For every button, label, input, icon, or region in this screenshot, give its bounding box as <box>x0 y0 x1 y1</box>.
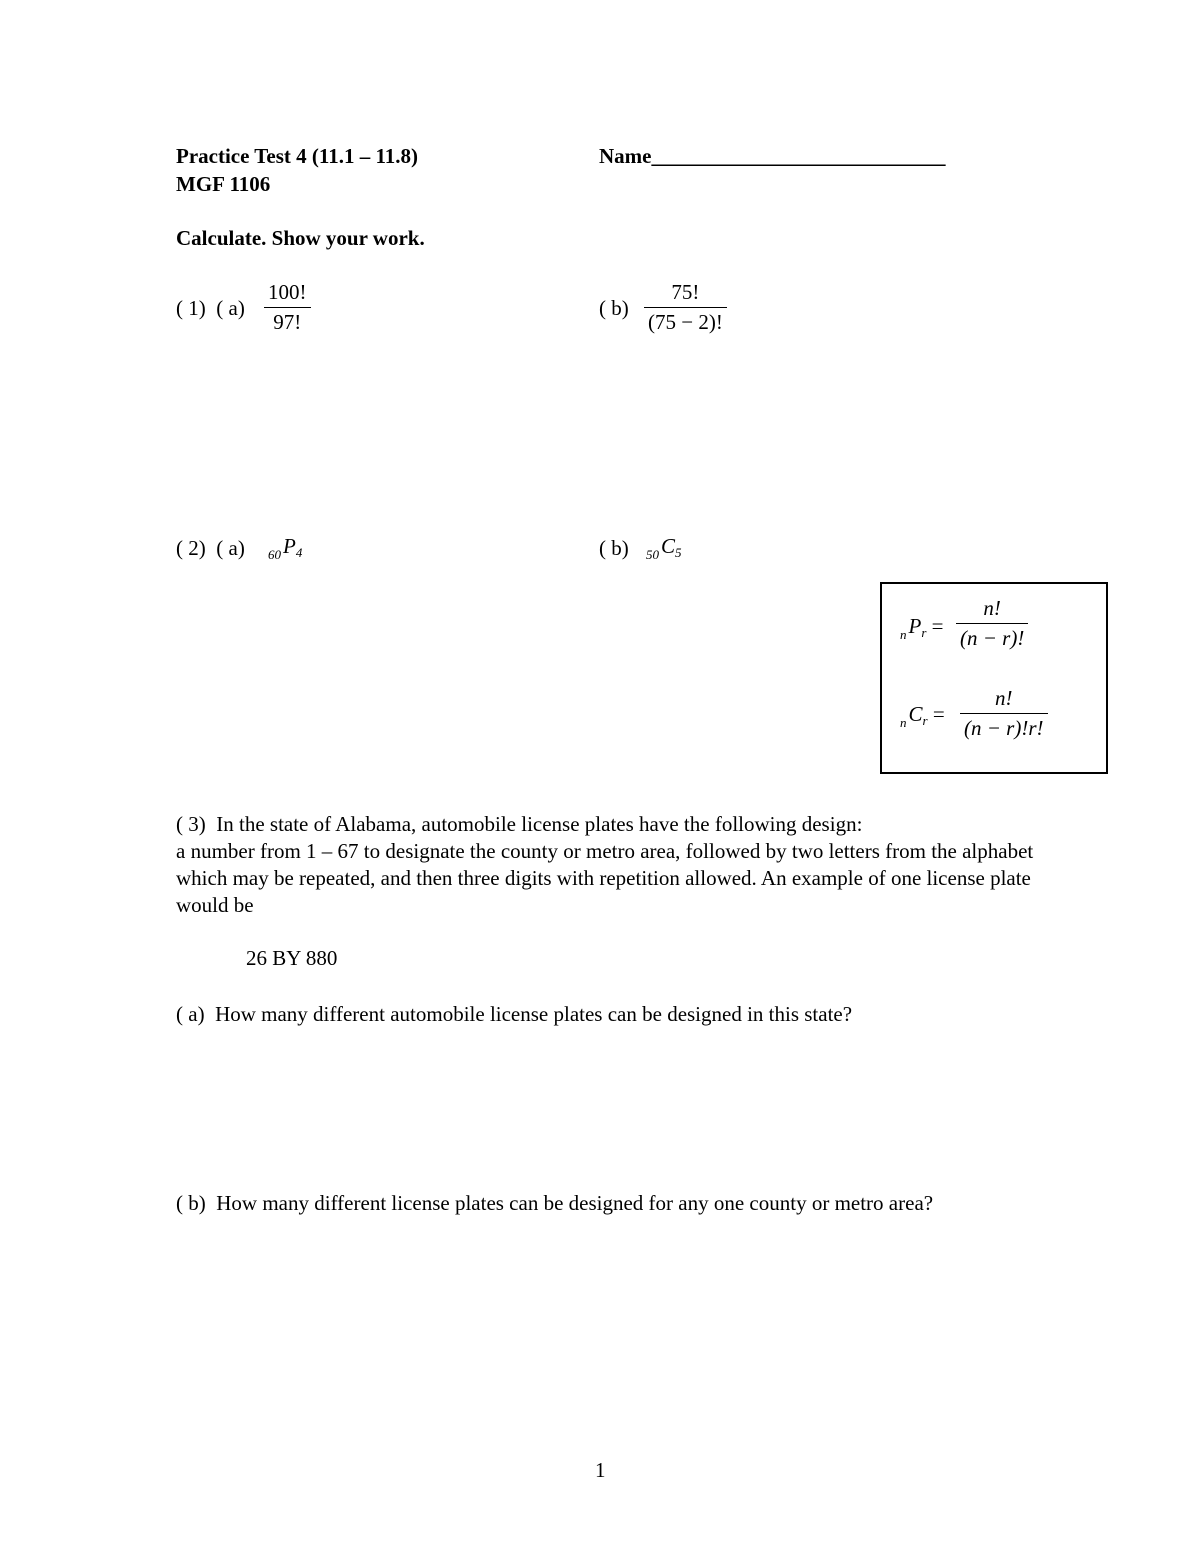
perm-post: r <box>921 625 927 640</box>
perm-r: 4 <box>295 545 303 560</box>
fraction-denominator: (n − r)!r! <box>964 716 1044 740</box>
perm-formula-lhs <box>900 614 944 642</box>
instructions: Calculate. Show your work. <box>176 226 425 250</box>
problem2-label <box>176 538 245 559</box>
problem3-part-b <box>176 1190 996 1217</box>
perm-symbol: P <box>283 534 296 558</box>
problem3-text <box>176 811 1056 919</box>
name-label: Name <box>599 144 652 168</box>
fraction-numerator: n! <box>995 686 1013 710</box>
fraction-numerator: 75! <box>671 280 700 304</box>
comb-letter: C <box>908 702 923 726</box>
fraction-bar <box>264 307 311 308</box>
fraction-numerator: n! <box>983 596 1001 620</box>
problem3-number: ( 3) <box>176 812 206 836</box>
perm-n: 60 <box>268 547 281 562</box>
example-plate: 26 BY 880 <box>246 946 338 970</box>
perm-pre: n <box>900 627 907 642</box>
problem1-part-b-label: ( b) <box>599 296 629 320</box>
fraction-numerator: 100! <box>268 280 307 304</box>
comb-r: 5 <box>675 545 682 560</box>
problem2-part-a-label: ( a) <box>216 536 245 560</box>
perm-letter: P <box>908 614 922 638</box>
formula-box <box>880 582 1108 774</box>
comb-formula-lhs <box>900 702 945 730</box>
part-b-question: How many different license plates can be designed for any one county or metro area? <box>216 1191 934 1215</box>
problem1-label <box>176 298 245 319</box>
comb-symbol: C <box>661 534 676 558</box>
problem2-a-expression <box>268 534 303 562</box>
comb-pre: n <box>900 715 907 730</box>
problem3-part-a <box>176 1004 852 1025</box>
part-b-label: ( b) <box>176 1191 206 1215</box>
comb-post: r <box>922 713 928 728</box>
page-title: Practice Test 4 (11.1 – 11.8) <box>176 144 419 168</box>
fraction-denominator: (75 − 2)! <box>648 310 723 334</box>
fraction-bar <box>956 623 1028 624</box>
problem1-number: ( 1) <box>176 296 206 320</box>
fraction-bar <box>644 307 727 308</box>
perm-formula-fraction <box>956 598 1028 649</box>
comb-formula-fraction <box>960 688 1048 739</box>
page-number: 1 <box>595 1458 606 1482</box>
fraction-denominator: 97! <box>273 310 302 334</box>
problem3-intro: In the state of Alabama, automobile license plates have the following design: <box>216 812 863 836</box>
problem2-b-expression <box>646 534 682 562</box>
equals-sign: = <box>932 702 945 726</box>
equals-sign: = <box>931 614 944 638</box>
part-a-question: How many different automobile license plates can be designed in this state? <box>215 1002 853 1026</box>
problem1-part-a-label: ( a) <box>216 296 245 320</box>
fraction-bar <box>960 713 1048 714</box>
problem2-part-b-label: ( b) <box>599 536 629 560</box>
name-field[interactable] <box>599 146 945 167</box>
problem1-a-fraction <box>264 282 311 333</box>
comb-n: 50 <box>646 547 659 562</box>
problem3-body: a number from 1 – 67 to designate the county or metro area, followed by two letters from the alphabet which may be repeated, and then three digits with repetition allowed. An example of one license plate would be <box>176 839 1034 917</box>
fraction-denominator: (n − r)! <box>960 626 1025 650</box>
course-code: MGF 1106 <box>176 172 271 196</box>
name-line: ____________________________ <box>651 144 946 168</box>
part-a-label: ( a) <box>176 1002 205 1026</box>
problem2-number: ( 2) <box>176 536 206 560</box>
problem1-b-fraction <box>644 282 727 333</box>
